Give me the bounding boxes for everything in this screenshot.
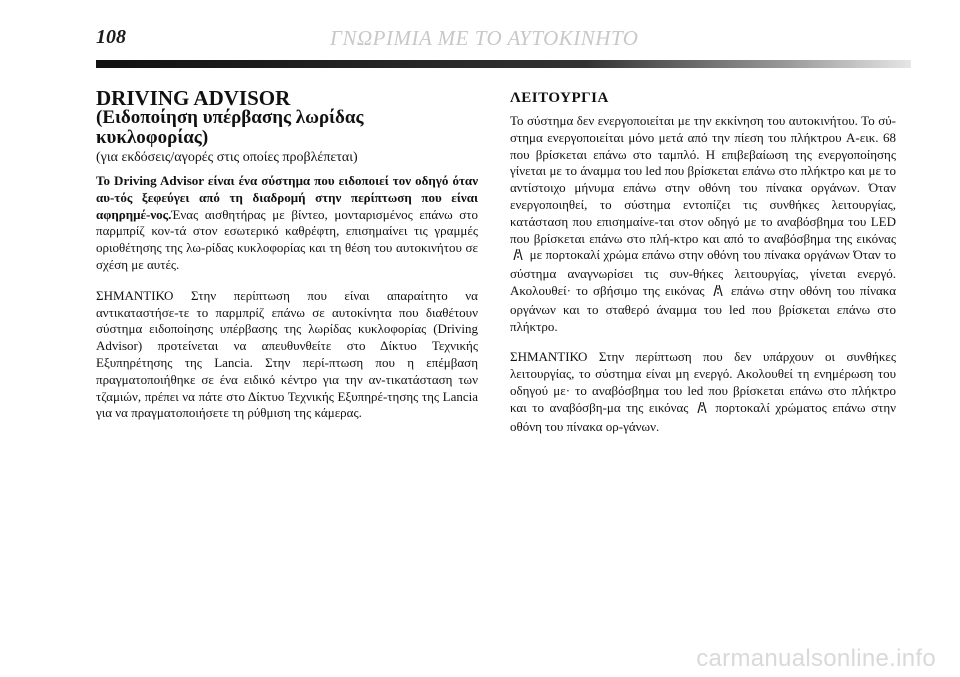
page-number: 108 <box>96 26 126 48</box>
important-note-left: ΣΗΜΑΝΤΙΚΟ Στην περίπτωση που είναι απαραίτητο να αντικαταστήσε-τε το παρμπρίζ επάνω σε αυτοκίνητα που διαθέτουν σύστημα ειδοποίησης υπέρβασης της λωρίδας κυκλοφορίας (Driving Advisor) προτείνεται να απευθυνθείτε στο Δίκτυο Τεχνικής Εξυπηρέτησης της Lancia. Στην περί-πτωση που η επέμβαση πραγματοποιήθηκε σε ένα ειδικό κέντρο για την αν-τικατάσταση των τζαμιών, πρέπει να πάτε στο Δίκτυο Τεχνικής Εξυπηρέ-τησης της Lancia για να πραγματοποιήσετε τη ρύθμιση της κάμερας. <box>96 287 478 421</box>
intro-text: Ένας αισθητήρας με βίντεο, μονταρισμένος επάνω στο παρμπρίζ κον-τά στον εσωτερικό καθρέφτη, επισημαίνει τις γραμμές οριοθέτησης της λω-ρίδας κυκλοφορίας και τη θέση του αυτοκινήτου σε σχέση με αυτές. <box>96 206 478 272</box>
important-text-1: ΣΗΜΑΝΤΙΚΟ Στην περίπτωση που δεν υπάρχουν οι συνθήκες λειτουργίας, το σύστημα είναι μη ενεργό. Ακολουθεί τη ενημέρωση του οδηγού με· το αναβόσβημα του led που βρίσκεται επάνω στο πλήκτρο και το αναβόσβη-μα της εικόνας <box>510 349 896 415</box>
left-column <box>96 88 478 436</box>
availability-note: (για εκδόσεις/αγορές στις οποίες προβλέπεται) <box>96 150 358 165</box>
operation-text-1: Το σύστημα δεν ενεργοποιείται με την εκκίνηση του αυτοκινήτου. Το σύ-στημα ενεργοποιείται μόνο μετά από την πίεση του πλήκτρου A-εικ. 68 που βρίσκεται επάνω στο ταμπλό. Η επιβεβαίωση της ενεργοποίησης γίνεται με το άναμμα του led που βρίσκεται επάνω στο πλήκτρο και με το αντίστοιχο μήνυμα επάνω στην οθόνη του πίνακα οργάνων. Όταν ενεργοποιηθεί, το σύστημα εντοπίζει τις συνθήκες λειτουργίας, κατάσταση που επισημαίνε-ται στον οδηγό με το αναβόσβημα του LED που βρίσκεται επάνω στο πλή-κτρο και από το αναβόσβημα της εικόνας <box>510 113 896 246</box>
important-note-right <box>510 349 896 435</box>
lane-departure-icon <box>712 284 724 302</box>
operation-text-3: επάνω στην οθόνη του πίνακα οργάνων και το σταθερό άναμμα του led που βρίσκεται επάνω στο πλήκτρο. <box>510 282 897 334</box>
operation-heading: ΛΕΙΤΟΥΡΓΙΑ <box>510 90 609 106</box>
watermark: carmanualsonline.info <box>696 645 936 672</box>
important-text-2: πορτοκαλί χρώματος επάνω στην οθόνη του πίνακα ορ-γάνων. <box>510 399 897 434</box>
right-column <box>510 88 896 449</box>
operation-paragraph <box>510 113 896 335</box>
section-title: DRIVING ADVISOR <box>96 86 291 110</box>
intro-bold-text: Το Driving Advisor είναι ένα σύστημα που ειδοποιεί τον οδηγό όταν αυ-τός ξεφεύγει από τη διαδρομή στην περίπτωση που είναι αφηρημέ-νος. <box>96 173 478 222</box>
lane-departure-icon <box>512 248 524 266</box>
operation-text-2: με πορτοκαλί χρώμα επάνω στην οθόνη του πίνακα οργάνων Όταν το σύστημα αναγνωρίσει τις συν-θήκες λειτουργίας, γίνεται ενεργό. Ακολουθεί· το σβήσιμο της εικόνας <box>510 247 896 298</box>
lane-departure-icon <box>696 401 708 419</box>
section-subtitle: (Ειδοποίηση υπέρβασης λωρίδας κυκλοφορίας) <box>96 107 364 148</box>
intro-paragraph <box>96 173 478 274</box>
header-rule <box>96 60 911 68</box>
running-head: ΓΝΩΡΙΜΙΑ ΜΕ ΤΟ ΑΥΤΟΚΙΝΗΤΟ <box>330 26 639 50</box>
